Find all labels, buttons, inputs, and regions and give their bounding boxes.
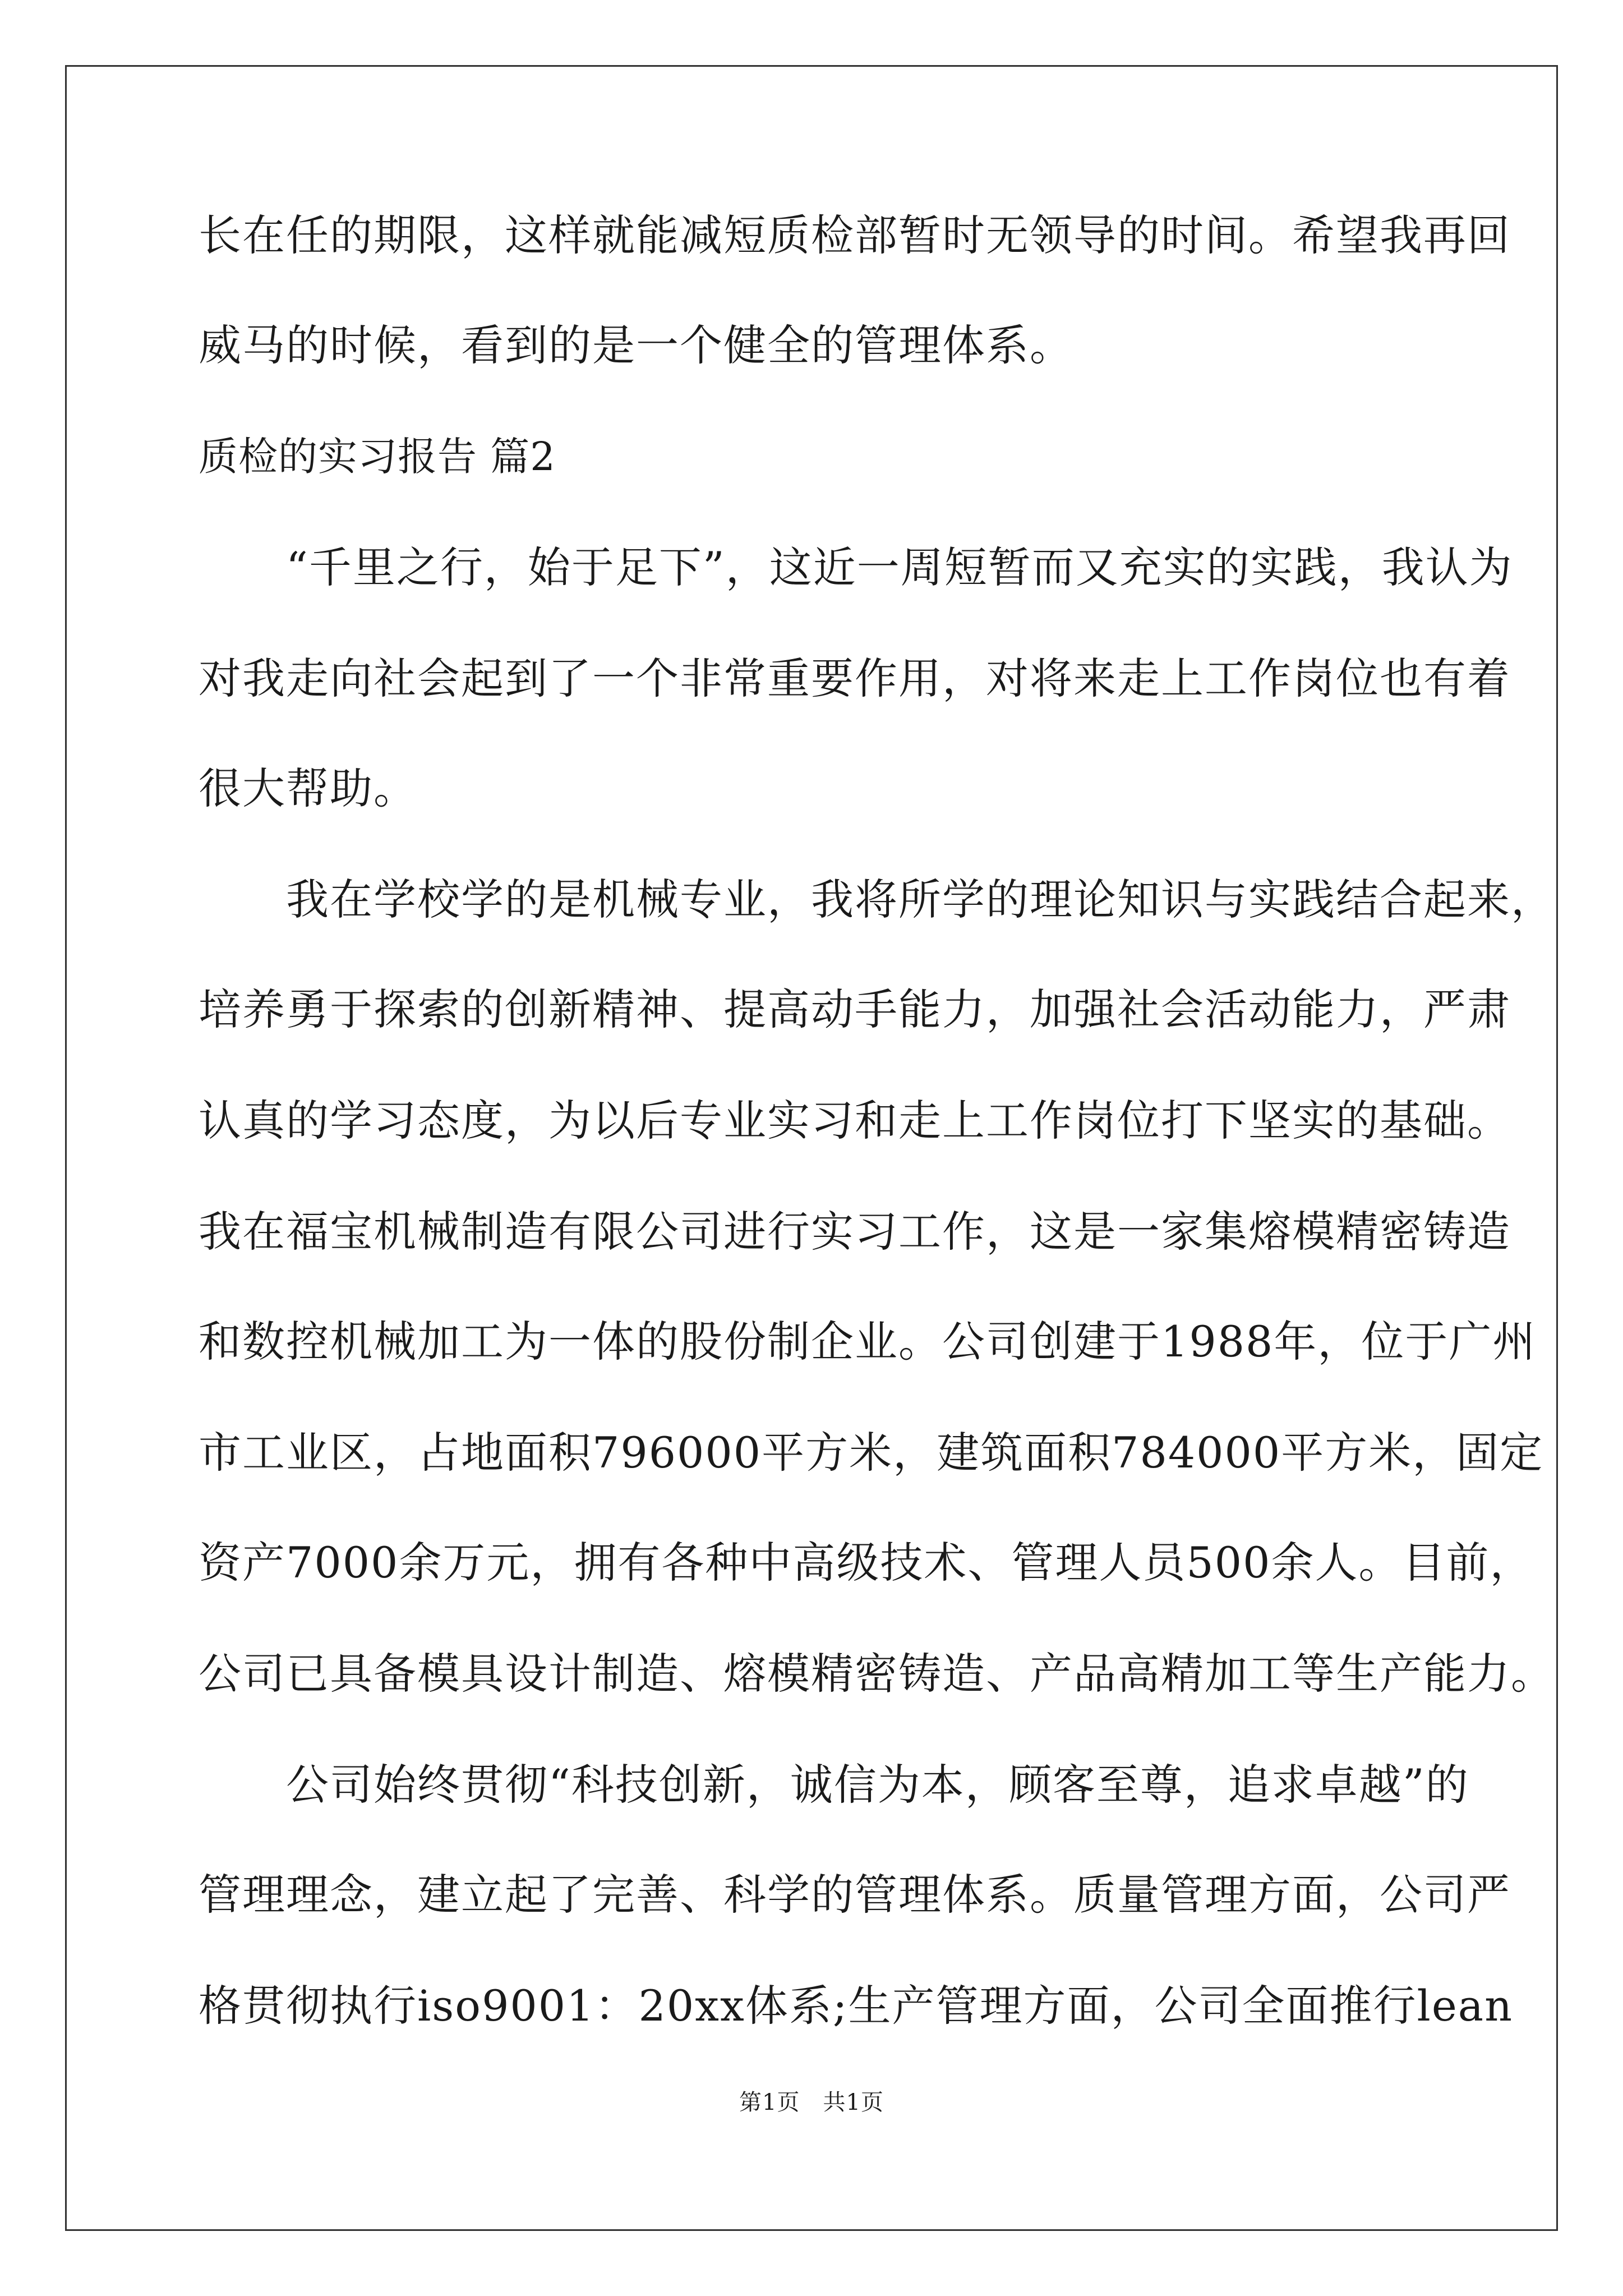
page-number-footer: 第1页 共1页 [739,2090,884,2115]
text-line: 公司已具备模具设计制造、熔模精密铸造、产品高精加工等生产能力。 [199,1649,1555,1699]
section-heading: 质检的实习报告 篇2 [199,434,556,480]
text-line: 培养勇于探索的创新精神、提高动手能力，加强社会活动能力，严肃 [199,984,1511,1034]
text-line: 公司始终贯彻“科技创新，诚信为本，顾客至尊，追求卓越”的 [199,1760,1469,1810]
text-line: 资产7000余万元，拥有各种中高级技术、管理人员500余人。目前， [199,1538,1534,1588]
text-line: 管理理念，建立起了完善、科学的管理体系。质量管理方面，公司严 [199,1870,1511,1920]
text-line: 认真的学习态度，为以后专业实习和走上工作岗位打下坚实的基础。 [199,1096,1511,1145]
text-line: 威马的时候，看到的是一个健全的管理体系。 [199,320,1073,370]
text-line: 很大帮助。 [199,763,417,813]
text-line: 我在福宝机械制造有限公司进行实习工作，这是一家集熔模精密铸造 [199,1207,1511,1257]
text-line: 我在学校学的是机械专业，我将所学的理论知识与实践结合起来， [199,875,1555,924]
text-line: 市工业区，占地面积796000平方米，建筑面积784000平方米，固定 [199,1428,1544,1478]
text-line: 对我走向社会起到了一个非常重要作用，对将来走上工作岗位也有着 [199,654,1511,703]
text-line: 和数控机械加工为一体的股份制企业。公司创建于1988年，位于广州 [199,1317,1537,1366]
text-line: 长在任的期限，这样就能减短质检部暂时无领导的时间。希望我再回 [199,210,1511,260]
text-line: “千里之行，始于足下”，这近一周短暂而又充实的实践，我认为 [199,542,1513,592]
text-line: 格贯彻执行iso9001：20xx体系;生产管理方面，公司全面推行lean [199,1981,1514,2031]
